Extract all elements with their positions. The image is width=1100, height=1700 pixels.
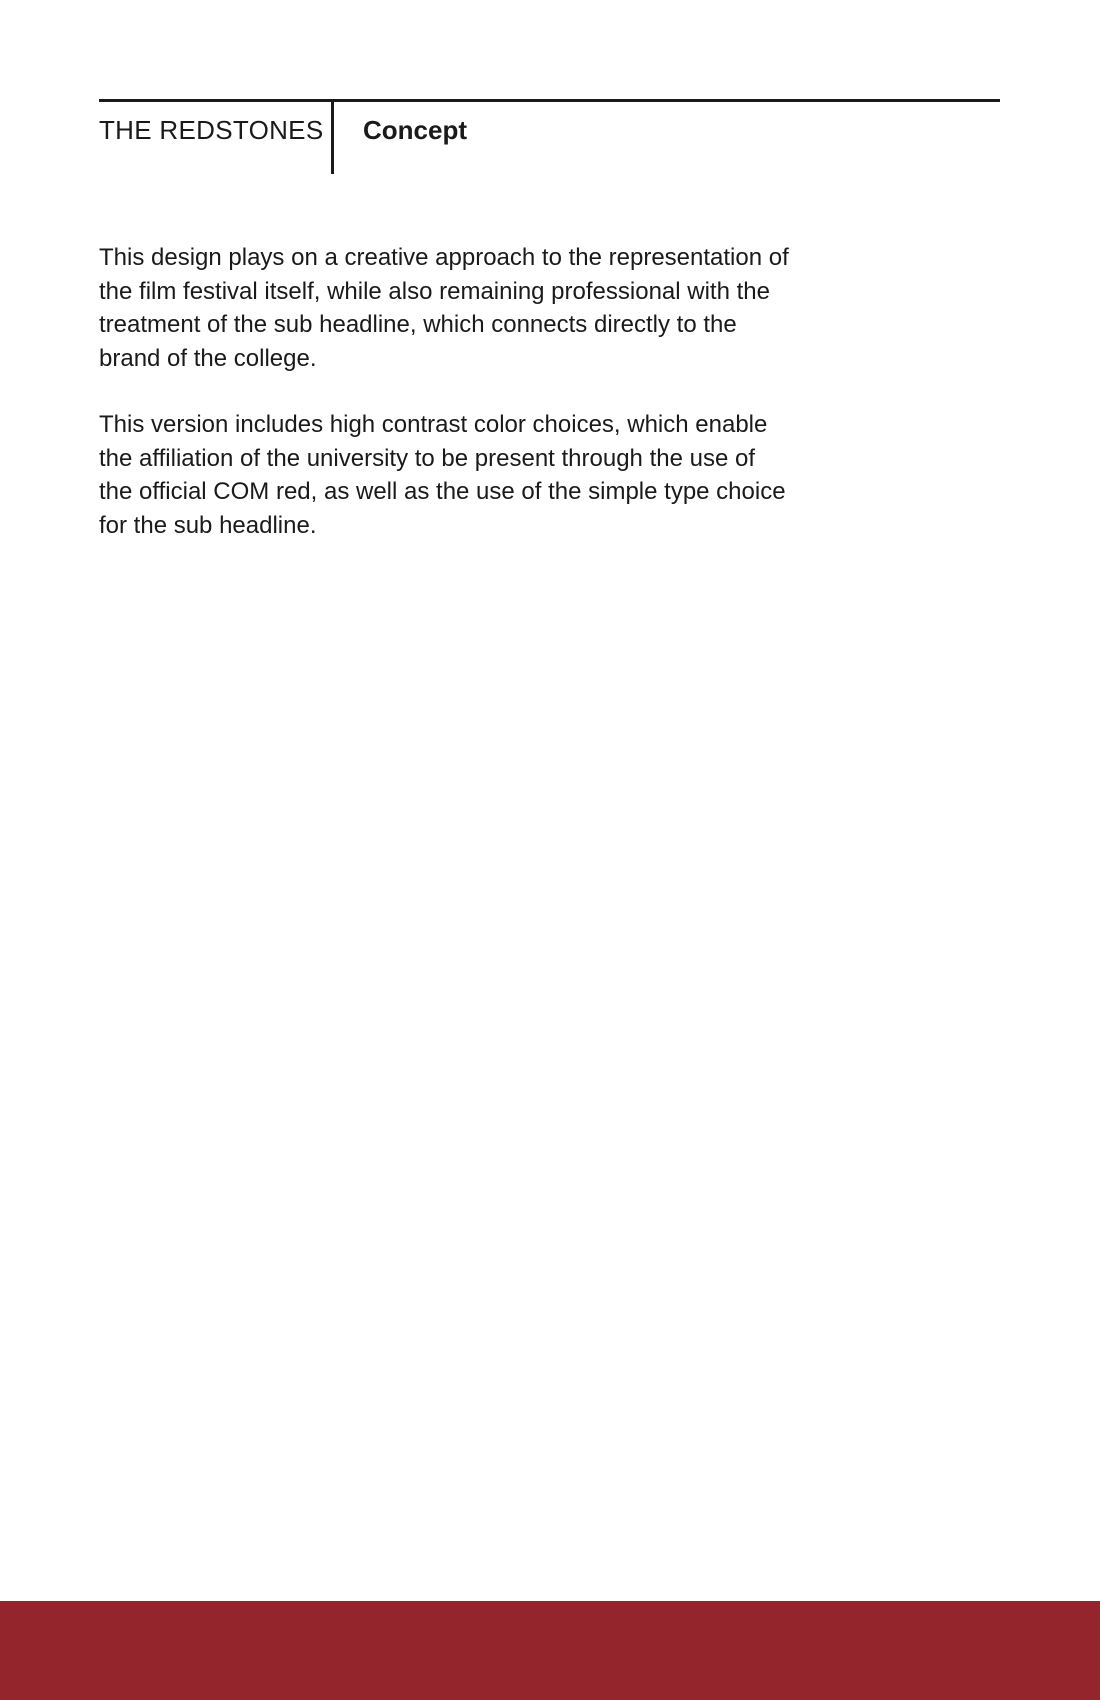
paragraph-2: This version includes high contrast color choices, which enable the affiliation of the university to be present through the use of the official COM red, as well as the use of the simple type choice for the sub headline. <box>99 411 786 539</box>
footer-color-band <box>0 1601 1100 1700</box>
section-title: Concept <box>363 115 467 145</box>
paragraph-1: This design plays on a creative approach to the representation of the film festival itself, while also remaining professional with the treatment of the sub headline, which connects directly to the brand of the college. <box>99 244 789 372</box>
body-text <box>99 241 789 575</box>
header-vertical-divider <box>331 100 334 174</box>
header-top-rule <box>99 99 1000 102</box>
document-name: THE REDSTONES <box>99 115 324 145</box>
